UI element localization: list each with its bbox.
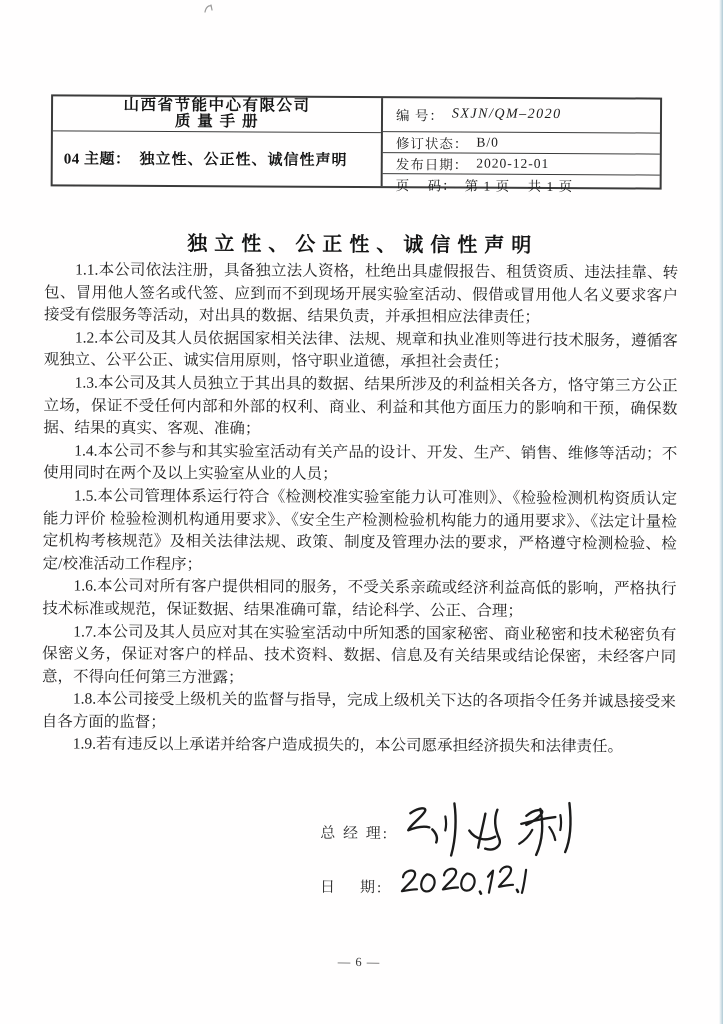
handwritten-signature xyxy=(398,798,578,866)
paragraph-1-6: 1.6.本公司对所有客户提供相同的服务，不受关系亲疏或经济利益高低的影响，严格执行技术标准或规范，保证数据、结果准确可靠，结论科学、公正、合理； xyxy=(42,577,677,620)
general-manager-label: 总 经 理: xyxy=(320,825,389,843)
paragraph-1-4: 1.4.本公司不参与和其实验室活动有关产品的设计、开发、生产、销售、维修等活动；不使用同时在两个及以上实验室从业的人员； xyxy=(43,442,678,484)
issue-date-label: 发布日期： xyxy=(395,156,469,173)
company-name: 山西省节能中心有限公司 xyxy=(123,96,311,115)
subject-value: 独立性、公正性、诚信性声明 xyxy=(139,151,348,169)
page-count-label: 页 码： xyxy=(395,177,457,194)
subject-label: 04 主题： xyxy=(63,151,131,168)
footer-page-number: — 6 — xyxy=(337,954,381,970)
revision-status-row xyxy=(383,132,660,154)
doc-number-label: 编 号： xyxy=(395,108,444,124)
document-title: 独立性、公正性、诚信性声明 xyxy=(187,233,539,257)
header-table xyxy=(51,94,662,194)
doc-number-value: SXJN/QM–2020 xyxy=(451,106,562,123)
paragraph-1-2: 1.2.本公司及其人员依据国家相关法律、法规、规章和执业准则等进行技术服务，遵循客观独立、公平公正、诚实信用原则，恪守职业道德，承担社会责任； xyxy=(43,329,678,372)
manual-title: 质 量 手 册 xyxy=(174,113,260,131)
revision-status-label: 修订状态： xyxy=(395,135,469,152)
subject-cell xyxy=(53,131,381,186)
header-table-right-column xyxy=(383,98,660,194)
paragraph-1-1: 1.1.本公司依法注册，具备独立法人资格，杜绝出具虚假报告、租赁资质、违法挂靠、转包、冒用他人签名或代签、应到而不到现场开展实验室活动、假借或冒用他人名义要求客户接受有偿服务等活动，对出具的数据、结果负责，并承担相应法律责任； xyxy=(43,261,679,327)
paragraph-1-8: 1.8.本公司接受上级机关的监督与指导，完成上级机关下达的各项指令任务并诚恳接受来自各方面的监督； xyxy=(41,690,676,731)
page-count-value: 第 1 页 共 1 页 xyxy=(464,178,574,194)
doc-number-row xyxy=(383,98,660,133)
header-table-left-column xyxy=(53,96,383,186)
document-body xyxy=(42,259,679,759)
paragraph-1-5: 1.5.本公司管理体系运行符合《检测校准实验室能力认可准则》、《检验检测机构资质认定能力评价 检验检测机构通用要求》、《安全生产检测检验机构能力的通用要求》、《法定计量检定机构考核规范》及相关法律法规、政策、制度及管理办法的要求，严格遵守检测检验、检定/校准活动工作程序； xyxy=(42,487,678,573)
date-label: 日 期: xyxy=(319,879,384,897)
handwritten-date xyxy=(396,864,536,908)
issue-date-row xyxy=(383,153,660,175)
issue-date-value: 2020-12-01 xyxy=(476,155,550,171)
revision-status-value: B/0 xyxy=(476,134,499,150)
page-count-row xyxy=(383,174,660,195)
company-title-cell xyxy=(53,96,381,133)
paragraph-1-3: 1.3.本公司及其人员独立于其出具的数据、结果所涉及的利益相关各方，恪守第三方公正立场，保证不受任何内部和外部的权利、商业、利益和其他方面压力的影响和干预，确保数据、结果的真实、客观、准确； xyxy=(43,374,678,438)
paragraph-1-7: 1.7.本公司及其人员应对其在实验室活动中所知悉的国家秘密、商业秘密和技术秘密负有保密义务，保证对客户的样品、技术资料、数据、信息及有关结果或结论保密，未经客户同意，不得向任何第三方泄露； xyxy=(42,623,677,687)
paragraph-1-9: 1.9.若有违反以上承诺并给客户造成损失的，本公司愿承担经济损失和法律责任。 xyxy=(72,735,624,756)
